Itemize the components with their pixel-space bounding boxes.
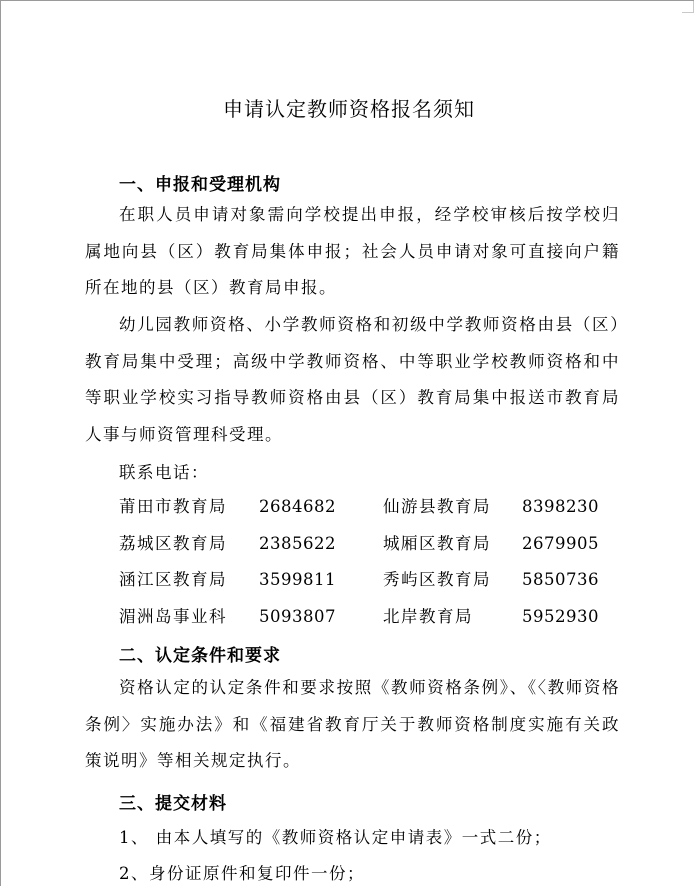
contact-row [119, 562, 599, 599]
contact-office-name: 湄洲岛事业科 [119, 606, 227, 626]
section-heading-3: 三、提交材料 [119, 794, 227, 814]
paragraph-conditions: 资格认定的认定条件和要求按照《教师资格条例》、《〈教师资格条例〉实施办法》和《福建省教育厅关于教师资格制度实施有关政策说明》等相关规定执行。 [85, 678, 620, 770]
contact-row [119, 489, 599, 526]
contact-phone: 5093807 [259, 606, 336, 626]
contact-table [119, 489, 599, 635]
section-heading-1: 一、申报和受理机构 [119, 175, 281, 195]
materials-item-2: 2、身份证原件和复印件一份； [119, 864, 365, 883]
contact-office-name: 仙游县教育局 [383, 497, 491, 516]
contact-office-name: 涵江区教育局 [119, 570, 227, 589]
contact-office-name: 秀屿区教育局 [383, 570, 491, 589]
contact-office-name: 城厢区教育局 [383, 533, 491, 553]
contact-row [119, 526, 599, 563]
materials-item-1: 1、 由本人填写的《教师资格认定申请表》一式二份； [119, 828, 552, 847]
contact-phone: 2679905 [522, 533, 599, 553]
paragraph-acceptance: 幼儿园教师资格、小学教师资格和初级中学教师资格由县（区）教育局集中受理；高级中学教师资格、中等职业学校教师资格和中等职业学校实习指导教师资格由县（区）教育局集中报送市教育局人事与师资管理科受理。 [85, 315, 620, 444]
contact-label: 联系电话： [119, 463, 209, 482]
contact-phone: 8398230 [522, 497, 599, 516]
contact-phone: 5952930 [522, 606, 599, 626]
contact-phone: 3599811 [259, 570, 336, 589]
paragraph-applicants: 在职人员申请对象需向学校提出申报，经学校审核后按学校归属地向县（区）教育局集体申报；社会人员申请对象可直接向户籍所在地的县（区）教育局申报。 [85, 205, 620, 297]
contact-office-name: 北岸教育局 [383, 606, 473, 626]
contact-office-name: 莆田市教育局 [119, 497, 227, 516]
contact-phone: 2684682 [259, 497, 336, 516]
page-corner-mark [682, 1, 694, 13]
contact-phone: 5850736 [522, 570, 599, 589]
contact-row [119, 599, 599, 636]
document-title: 申请认定教师资格报名须知 [223, 97, 475, 121]
contact-office-name: 荔城区教育局 [119, 533, 227, 553]
contact-phone: 2385622 [259, 533, 336, 553]
section-heading-2: 二、认定条件和要求 [119, 646, 281, 666]
